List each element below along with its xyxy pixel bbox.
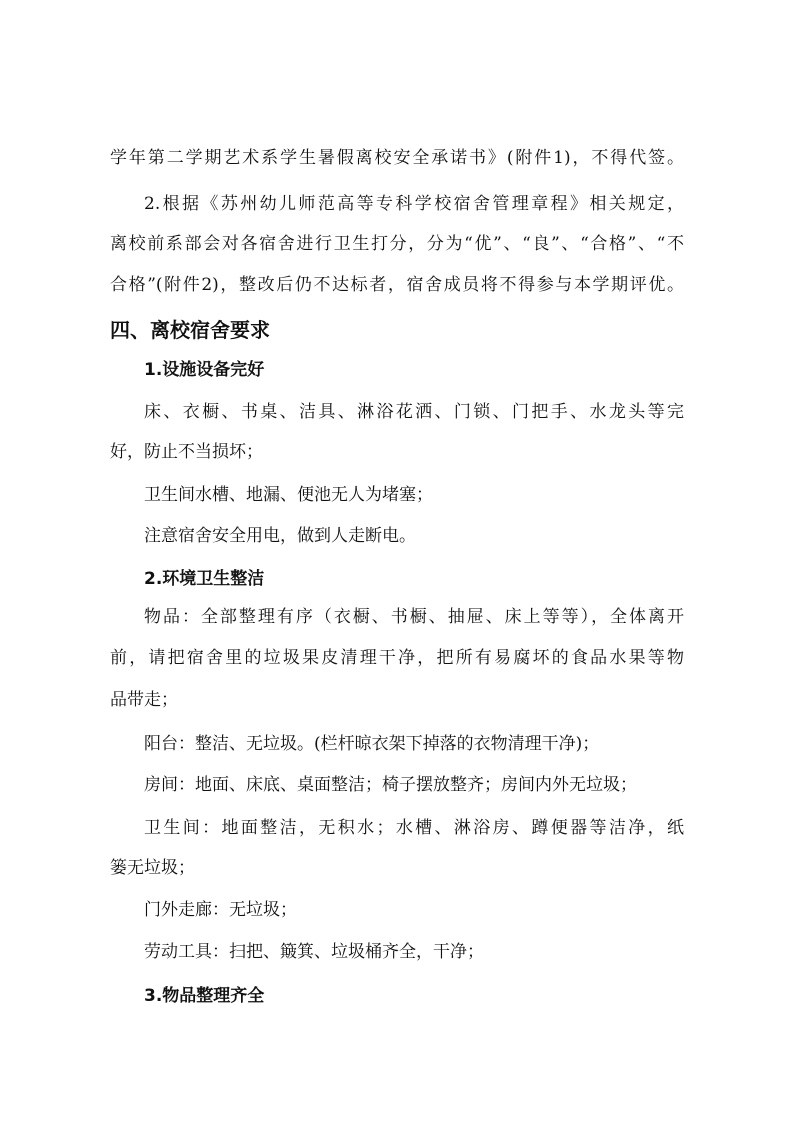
paragraph-line: 品带走；	[110, 690, 178, 710]
paragraph-line: 前，请把宿舍里的垃圾果皮清理干净，把所有易腐坏的食品水果等物	[110, 648, 684, 668]
paragraph-line: 床、衣橱、书桌、洁具、淋浴花洒、门锁、门把手、水龙头等完	[144, 402, 684, 422]
paragraph-line: 注意宿舍安全用电，做到人走断电。	[144, 526, 416, 546]
paragraph-line: 合格”(附件2)，整改后仍不达标者，宿舍成员将不得参与本学期评优。	[110, 275, 684, 295]
paragraph-line: 学年第二学期艺术系学生暑假离校安全承诺书》(附件1)，不得代签。	[110, 148, 684, 168]
paragraph-line: 篓无垃圾；	[110, 858, 195, 878]
subsection-heading: 3.物品整理齐全	[144, 986, 265, 1006]
paragraph-line: 门外走廊：无垃圾；	[144, 900, 297, 920]
subsection-heading: 1.设施设备完好	[144, 360, 265, 380]
paragraph-line: 2.根据《苏州幼儿师范高等专科学校宿舍管理章程》相关规定，	[144, 194, 684, 214]
paragraph-line: 离校前系部会对各宿舍进行卫生打分，分为“优”、“良”、“合格”、“不	[110, 234, 684, 254]
paragraph-line: 房间：地面、床底、桌面整洁；椅子摆放整齐；房间内外无垃圾；	[144, 775, 637, 795]
paragraph-line: 阳台：整洁、无垃圾。(栏杆晾衣架下掉落的衣物清理干净)；	[144, 734, 600, 754]
paragraph-line: 好，防止不当损坏；	[110, 442, 263, 462]
paragraph-line: 卫生间水槽、地漏、便池无人为堵塞；	[144, 485, 433, 505]
paragraph-line: 物品：全部整理有序（衣橱、书橱、抽屉、床上等等），全体离开	[144, 607, 684, 627]
paragraph-line: 卫生间：地面整洁，无积水；水槽、淋浴房、蹲便器等洁净，纸	[144, 818, 684, 838]
subsection-heading: 2.环境卫生整洁	[144, 569, 265, 589]
section-heading: 四、离校宿舍要求	[110, 318, 270, 342]
paragraph-line: 劳动工具：扫把、簸箕、垃圾桶齐全，干净；	[144, 942, 484, 962]
